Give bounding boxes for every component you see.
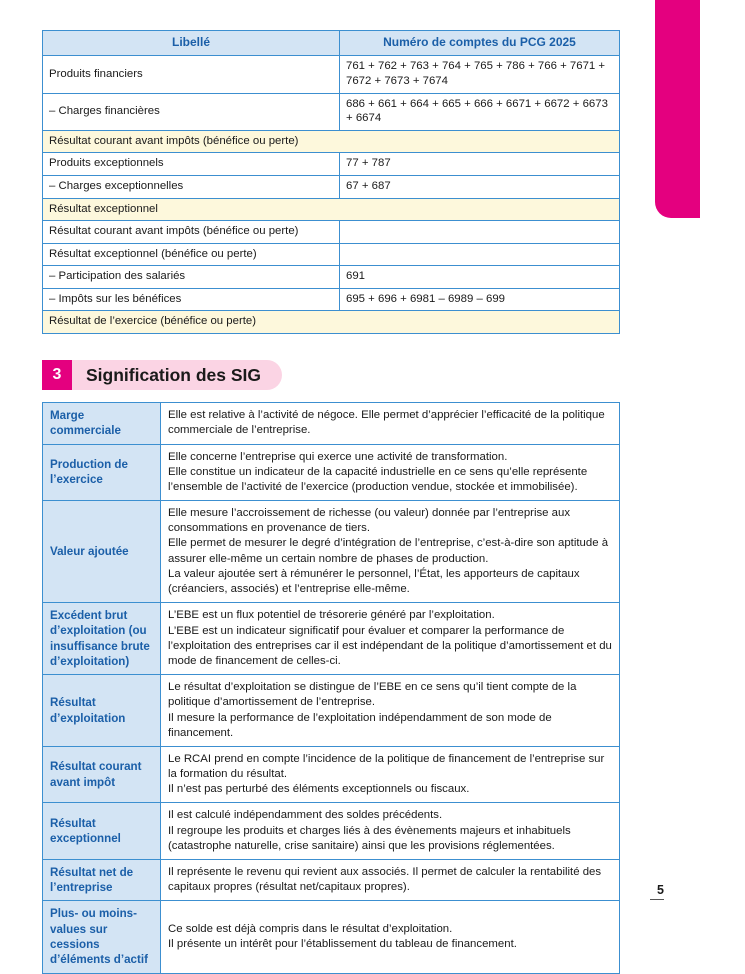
sig-term: Résultat courant avant impôt [43,746,161,802]
table-row [43,603,620,675]
row-label: Résultat courant avant impôts (bénéfice ou perte) [43,130,620,153]
table-row [43,56,620,93]
table-row [43,901,620,973]
row-accounts [340,221,620,244]
row-label: Résultat de l’exercice (bénéfice ou perte) [43,311,620,334]
sig-term: Marge commerciale [43,403,161,445]
table-row [43,221,620,244]
table-row [43,501,620,603]
sig-description: Le RCAI prend en compte l’incidence de la politique de financement de l’entreprise sur la formation du résultat. Il n’est pas perturbé des éléments exceptionnels ou fiscaux. [161,746,620,802]
row-label: – Charges financières [43,93,340,130]
table-row [43,444,620,500]
sig-description: Il est calculé indépendamment des soldes précédents. Il regroupe les produits et charges liés à des évènements majeurs et inhabituels (catastrophe naturelle, crise sanitaire) ainsi que les provisions réglementées. [161,803,620,859]
pcg-accounts-table [42,30,620,334]
sig-term: Production de l’exercice [43,444,161,500]
table-row [43,243,620,266]
table-row [43,153,620,176]
row-accounts: 77 + 787 [340,153,620,176]
sig-description: L’EBE est un flux potentiel de trésorerie généré par l’exploitation. L’EBE est un indicateur significatif pour évaluer et comparer la performance de l’exploitation des entreprises car il est indépendant de la politique d’amortissement et du mode de financement de celles-ci. [161,603,620,675]
sig-term: Résultat net de l’entreprise [43,859,161,901]
row-accounts: 686 + 661 + 664 + 665 + 666 + 6671 + 6672 + 6673 + 6674 [340,93,620,130]
section-heading [42,360,282,390]
sig-description: Le résultat d’exploitation se distingue de l’EBE en ce sens qu’il tient compte de la politique d’amortissement de l’entreprise. Il mesure la performance de l’exploitation indépendamment de son mode de financement. [161,675,620,747]
table-row-total [43,130,620,153]
sig-term: Valeur ajoutée [43,501,161,603]
row-label: Résultat courant avant impôts (bénéfice ou perte) [43,221,340,244]
row-accounts: 761 + 762 + 763 + 764 + 765 + 786 + 766 + 7671 + 7672 + 7673 + 7674 [340,56,620,93]
sig-description: Elle concerne l’entreprise qui exerce une activité de transformation. Elle constitue un indicateur de la capacité industrielle en ce sens qu’elle représente l’ensemble de l’activité de l’exercice (production vendue, stockée et immobilisée). [161,444,620,500]
table-header-row [43,31,620,56]
row-accounts: 67 + 687 [340,175,620,198]
row-label: – Participation des salariés [43,266,340,289]
row-accounts: 695 + 696 + 6981 – 6989 – 699 [340,288,620,311]
chapter-side-tab [655,0,728,218]
table-row [43,93,620,130]
row-label: Produits financiers [43,56,340,93]
chapter-side-tab-label: ANALYSE DE L’ACTIVITÉ [716,33,728,185]
page-number: 5 [650,883,664,900]
row-label: Résultat exceptionnel [43,198,620,221]
sig-meanings-table [42,402,620,974]
sig-description: Elle est relative à l’activité de négoce. Elle permet d’apprécier l’efficacité de la politique commerciale de l’entreprise. [161,403,620,445]
table-row [43,675,620,747]
row-label: Résultat exceptionnel (bénéfice ou perte) [43,243,340,266]
sig-term: Résultat exceptionnel [43,803,161,859]
row-label: – Impôts sur les bénéfices [43,288,340,311]
row-label: – Charges exceptionnelles [43,175,340,198]
table-row-total [43,198,620,221]
column-header-comptes: Numéro de comptes du PCG 2025 [340,31,620,56]
table-row-total [43,311,620,334]
sig-term: Résultat d’exploitation [43,675,161,747]
row-accounts: 691 [340,266,620,289]
row-label: Produits exceptionnels [43,153,340,176]
table-row [43,288,620,311]
table-row [43,175,620,198]
sig-term: Plus- ou moins-values sur cessions d’éléments d’actif [43,901,161,973]
section-number-badge: 3 [42,360,72,390]
sig-description: Elle mesure l’accroissement de richesse (ou valeur) donnée par l’entreprise aux consommations en provenance de tiers. Elle permet de mesurer le degré d’intégration de l’entreprise, c’est-à-dire son aptitude à assurer elle-même un certain nombre de phases de production. La valeur ajoutée sert à rémunérer le personnel, l’État, les apporteurs de capitaux (créanciers, associés) et l’entreprise elle-même. [161,501,620,603]
sig-description: Ce solde est déjà compris dans le résultat d’exploitation. Il présente un intérêt pour l’établissement du tableau de financement. [161,901,620,973]
table-row [43,859,620,901]
table-row [43,746,620,802]
table-row [43,403,620,445]
section-title: Signification des SIG [86,365,262,386]
pcg-accounts-table-body [43,31,620,334]
column-header-libelle: Libellé [43,31,340,56]
table-row [43,803,620,859]
sig-meanings-table-body [43,403,620,974]
sig-description: Il représente le revenu qui revient aux associés. Il permet de calculer la rentabilité des capitaux propres (résultat net/capitaux propres). [161,859,620,901]
row-accounts [340,243,620,266]
sig-term: Excédent brut d’exploitation (ou insuffisance brute d’exploitation) [43,603,161,675]
table-row [43,266,620,289]
